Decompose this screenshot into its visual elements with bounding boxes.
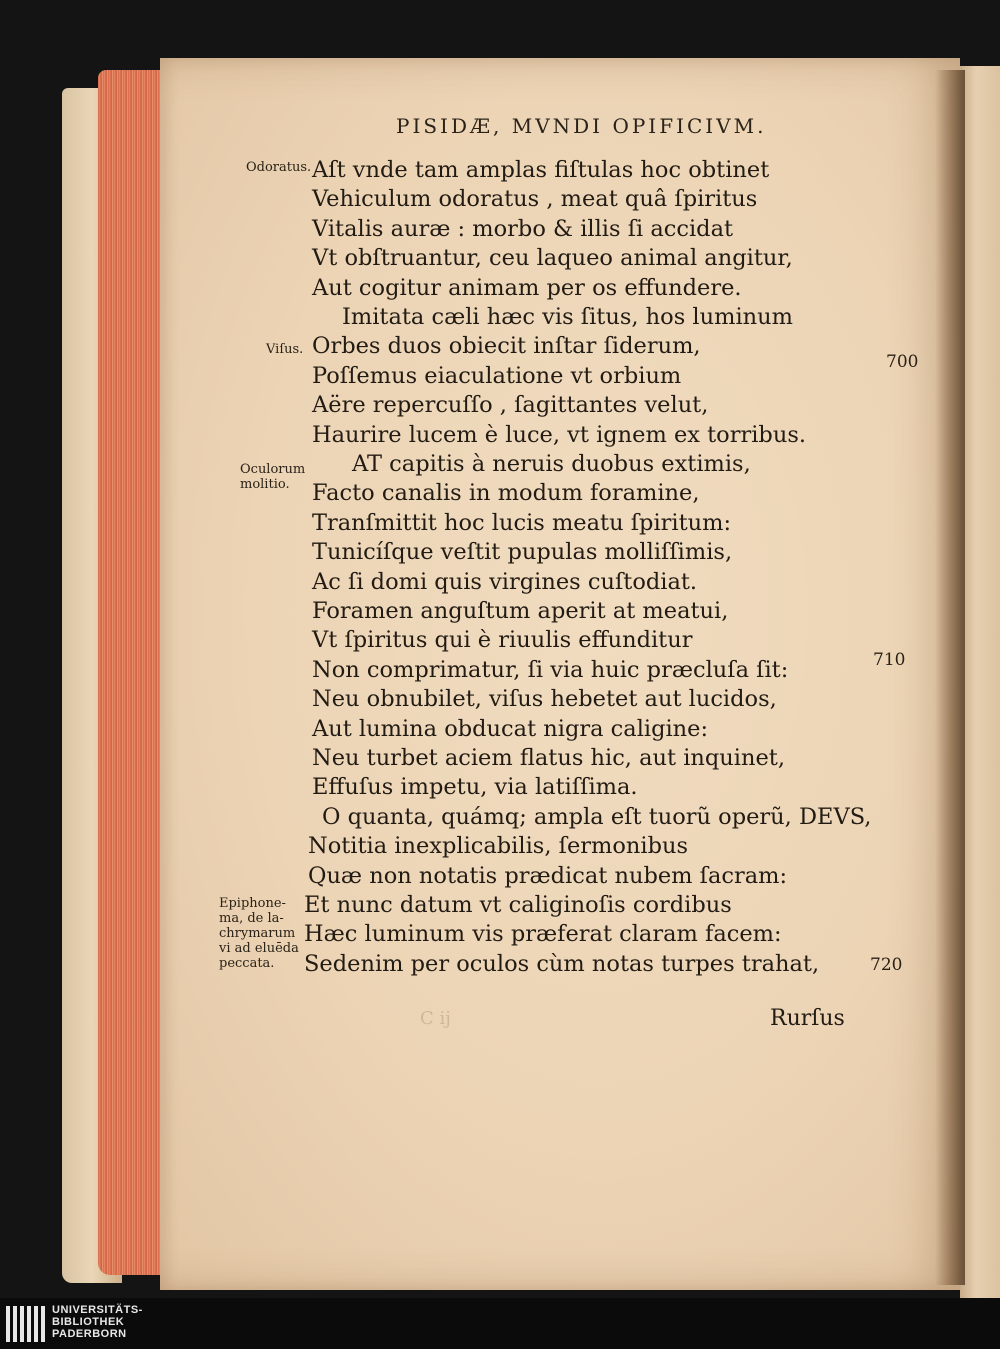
verse-line: Aut cogitur animam per os effundere. xyxy=(312,274,742,301)
line-number-710: 710 xyxy=(873,650,906,670)
verse-line: Vt obſtruantur, ceu laqueo animal angitur, xyxy=(312,245,793,272)
verse-line: Orbes duos obiecit inſtar ſiderum, xyxy=(312,333,701,360)
verse-line: Tranſmittit hoc lucis meatu ſpiritum: xyxy=(312,509,732,536)
verse-line: Hæc luminum vis præferat claram facem: xyxy=(304,921,782,948)
library-name-line: BIBLIOTHEK xyxy=(52,1316,125,1328)
verse-line: Non comprimatur, ſi via huic præcluſa ſit: xyxy=(312,656,789,683)
margin-note-line: molitio. xyxy=(240,477,290,492)
verse-line: Haurire lucem è luce, vt ignem ex torribus. xyxy=(312,421,807,448)
verse-line: Neu obnubilet, viſus hebetet aut lucidos, xyxy=(312,686,777,713)
margin-note-line: Oculorum xyxy=(240,462,306,477)
margin-note-epiphonema xyxy=(219,896,299,971)
verse-line: Vt ſpiritus qui è riuulis effunditur xyxy=(312,627,693,654)
line-number-720: 720 xyxy=(870,955,903,975)
margin-note-line: Epiphone- xyxy=(219,896,286,911)
library-name-line: PADERBORN xyxy=(52,1328,127,1340)
verse-line: Effuſus impetu, via latiſſima. xyxy=(312,774,638,801)
library-name-line: UNIVERSITÄTS- xyxy=(52,1304,143,1316)
margin-note-line: vi ad eluēda xyxy=(219,941,299,956)
margin-note-odoratus: Odoratus. xyxy=(246,160,312,175)
verse-line: Aſt vnde tam amplas fiſtulas hoc obtinet xyxy=(312,157,770,183)
verse-line: Poſſemus eiaculatione vt orbium xyxy=(312,362,682,389)
margin-note-visus: Viſus. xyxy=(266,342,304,357)
verse-line: Quæ non notatis prædicat nubem ſacram: xyxy=(308,862,788,889)
margin-note-line: ma, de la- xyxy=(219,911,284,926)
verse-line: Tunicíſque veſtit pupulas molliſſimis, xyxy=(312,539,733,566)
signature-mark: C ij xyxy=(420,1008,451,1029)
verse-line: Neu turbet aciem flatus hic, aut inquinet, xyxy=(312,745,785,771)
running-head: PISIDÆ, MVNDI OPIFICIVM. xyxy=(396,114,767,138)
verse-line: Notitia inexplicabilis, ſermonibus xyxy=(308,833,689,860)
verse-line: Et nunc datum vt caliginoſis cordibus xyxy=(304,892,732,918)
verse-line: Vehiculum odoratus , meat quâ ſpiritus xyxy=(312,186,758,213)
margin-note-oculorum xyxy=(240,462,305,492)
library-logo-icon xyxy=(6,1306,46,1342)
catchword: Rurſus xyxy=(770,1006,845,1031)
verse-line: AT capitis à neruis duobus extimis, xyxy=(352,451,751,477)
verse-line: Foramen anguſtum aperit at meatui, xyxy=(312,598,729,624)
margin-note-line: peccata. xyxy=(219,956,275,971)
margin-note-line: chrymarum xyxy=(219,926,296,941)
library-name xyxy=(52,1304,143,1340)
facing-page-edge xyxy=(960,66,1000,1298)
verse-line: Aëre repercuſſo , ſagittantes velut, xyxy=(312,392,709,419)
verse-line: Imitata cæli hæc vis ſitus, hos luminum xyxy=(342,304,793,330)
verse-line: Facto canalis in modum foramine, xyxy=(312,480,700,507)
line-number-700: 700 xyxy=(886,352,919,372)
verse-line: Aut lumina obducat nigra caligine: xyxy=(312,715,709,742)
library-footer xyxy=(0,1298,1000,1349)
gutter-shadow xyxy=(935,70,965,1285)
verse-line: Vitalis auræ : morbo & illis ſi accidat xyxy=(312,215,734,242)
verse-line: Sedenim per oculos cùm notas turpes trahat, xyxy=(304,950,820,977)
verse-line: O quanta, quámq; ampla eſt tuorũ operũ, DEVS, xyxy=(322,803,872,830)
verse-line: Ac ſi domi quis virgines cuſtodiat. xyxy=(312,568,698,595)
